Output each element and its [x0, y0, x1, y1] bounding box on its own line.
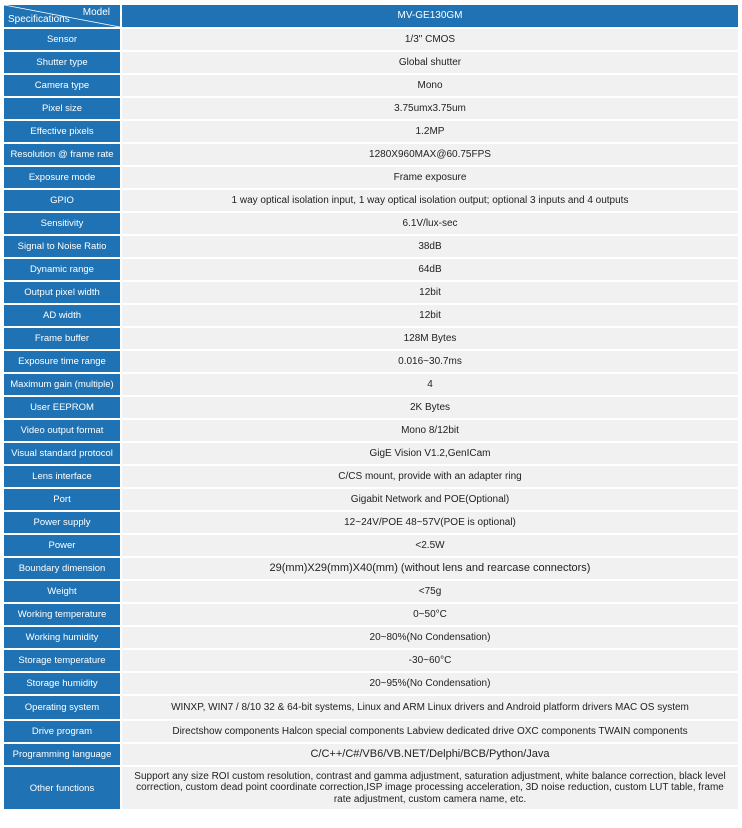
spec-value: Mono 8/12bit — [122, 420, 738, 441]
table-row — [4, 167, 738, 188]
table-row — [4, 627, 738, 648]
spec-label: Shutter type — [4, 52, 120, 73]
table-row — [4, 351, 738, 372]
spec-label: Exposure time range — [4, 351, 120, 372]
table-row — [4, 767, 738, 809]
table-row — [4, 305, 738, 326]
table-row — [4, 75, 738, 96]
table-row — [4, 328, 738, 349]
spec-value: -30~60°C — [122, 650, 738, 671]
spec-value: 1280X960MAX@60.75FPS — [122, 144, 738, 165]
spec-value: 29(mm)X29(mm)X40(mm) (without lens and rearcase connectors) — [122, 558, 738, 579]
table-row — [4, 604, 738, 625]
table-row — [4, 673, 738, 694]
spec-label: Visual standard protocol — [4, 443, 120, 464]
spec-label: Resolution @ frame rate — [4, 144, 120, 165]
spec-rows — [4, 29, 738, 809]
spec-value: C/CS mount, provide with an adapter ring — [122, 466, 738, 487]
spec-label: Working temperature — [4, 604, 120, 625]
spec-value: 6.1V/lux-sec — [122, 213, 738, 234]
spec-value: WINXP, WIN7 / 8/10 32 & 64-bit systems, Linux and ARM Linux drivers and Android platform drivers MAC OS system — [122, 696, 738, 719]
table-row — [4, 52, 738, 73]
table-row — [4, 721, 738, 742]
table-row — [4, 581, 738, 602]
spec-value: 1 way optical isolation input, 1 way optical isolation output; optional 3 inputs and 4 outputs — [122, 190, 738, 211]
spec-label: Output pixel width — [4, 282, 120, 303]
spec-label: Signal to Noise Ratio — [4, 236, 120, 257]
spec-label: Boundary dimension — [4, 558, 120, 579]
table-row — [4, 744, 738, 765]
spec-label: Port — [4, 489, 120, 510]
table-row — [4, 236, 738, 257]
spec-value: <75g — [122, 581, 738, 602]
table-row — [4, 144, 738, 165]
spec-value: 20~95%(No Condensation) — [122, 673, 738, 694]
spec-value: 0~50°C — [122, 604, 738, 625]
spec-label: Power — [4, 535, 120, 556]
spec-label: Effective pixels — [4, 121, 120, 142]
spec-value: Directshow components Halcon special components Labview dedicated drive OXC components TWAIN components — [122, 721, 738, 742]
spec-label: Programming language — [4, 744, 120, 765]
table-row — [4, 190, 738, 211]
header-corner-cell — [4, 5, 120, 27]
spec-label: Operating system — [4, 696, 120, 719]
spec-label: Power supply — [4, 512, 120, 533]
table-row — [4, 29, 738, 50]
spec-value: 20~80%(No Condensation) — [122, 627, 738, 648]
spec-value: Frame exposure — [122, 167, 738, 188]
spec-value: Global shutter — [122, 52, 738, 73]
table-row — [4, 696, 738, 719]
spec-label: Lens interface — [4, 466, 120, 487]
spec-label: Storage temperature — [4, 650, 120, 671]
spec-label: Maximum gain (multiple) — [4, 374, 120, 395]
spec-label: Sensor — [4, 29, 120, 50]
spec-value: 12bit — [122, 282, 738, 303]
corner-spec-label: Specifications — [8, 14, 70, 25]
spec-label: AD width — [4, 305, 120, 326]
corner-model-label: Model — [82, 7, 110, 18]
spec-label: Camera type — [4, 75, 120, 96]
table-row — [4, 420, 738, 441]
table-row — [4, 535, 738, 556]
table-row — [4, 650, 738, 671]
table-row — [4, 558, 738, 579]
spec-label: Other functions — [4, 767, 120, 809]
table-row — [4, 397, 738, 418]
spec-label: Sensitivity — [4, 213, 120, 234]
spec-label: Dynamic range — [4, 259, 120, 280]
spec-label: Weight — [4, 581, 120, 602]
model-name: MV-GE130GM — [122, 5, 738, 27]
spec-label: Working humidity — [4, 627, 120, 648]
table-row — [4, 374, 738, 395]
spec-label: GPIO — [4, 190, 120, 211]
table-row — [4, 512, 738, 533]
spec-value: 38dB — [122, 236, 738, 257]
table-row — [4, 213, 738, 234]
spec-value: 128M Bytes — [122, 328, 738, 349]
spec-value: 1.2MP — [122, 121, 738, 142]
spec-value: Gigabit Network and POE(Optional) — [122, 489, 738, 510]
spec-label: Exposure mode — [4, 167, 120, 188]
spec-label: Storage humidity — [4, 673, 120, 694]
table-header-row — [4, 5, 738, 27]
table-row — [4, 466, 738, 487]
table-row — [4, 98, 738, 119]
spec-value: Mono — [122, 75, 738, 96]
spec-label: Pixel size — [4, 98, 120, 119]
table-row — [4, 121, 738, 142]
spec-value: 0.016~30.7ms — [122, 351, 738, 372]
spec-value: 2K Bytes — [122, 397, 738, 418]
spec-label: Drive program — [4, 721, 120, 742]
table-row — [4, 259, 738, 280]
spec-value: Support any size ROI custom resolution, contrast and gamma adjustment, saturation adjustment, white balance correction, black level correction, custom dead point coordinate correction,ISP image processing acceleration, 3D noise reduction, custom LUT table, frame rate adjustment, custom camera name, etc. — [122, 767, 738, 809]
table-row — [4, 282, 738, 303]
spec-label: Video output format — [4, 420, 120, 441]
spec-value: 3.75umx3.75um — [122, 98, 738, 119]
table-row — [4, 443, 738, 464]
spec-label: User EEPROM — [4, 397, 120, 418]
spec-label: Frame buffer — [4, 328, 120, 349]
spec-value: 1/3" CMOS — [122, 29, 738, 50]
spec-value: 12bit — [122, 305, 738, 326]
spec-value: <2.5W — [122, 535, 738, 556]
spec-value: 64dB — [122, 259, 738, 280]
table-row — [4, 489, 738, 510]
spec-table — [4, 5, 738, 811]
spec-value: 12~24V/POE 48~57V(POE is optional) — [122, 512, 738, 533]
spec-value: C/C++/C#/VB6/VB.NET/Delphi/BCB/Python/Java — [122, 744, 738, 765]
spec-value: GigE Vision V1.2,GenICam — [122, 443, 738, 464]
spec-value: 4 — [122, 374, 738, 395]
